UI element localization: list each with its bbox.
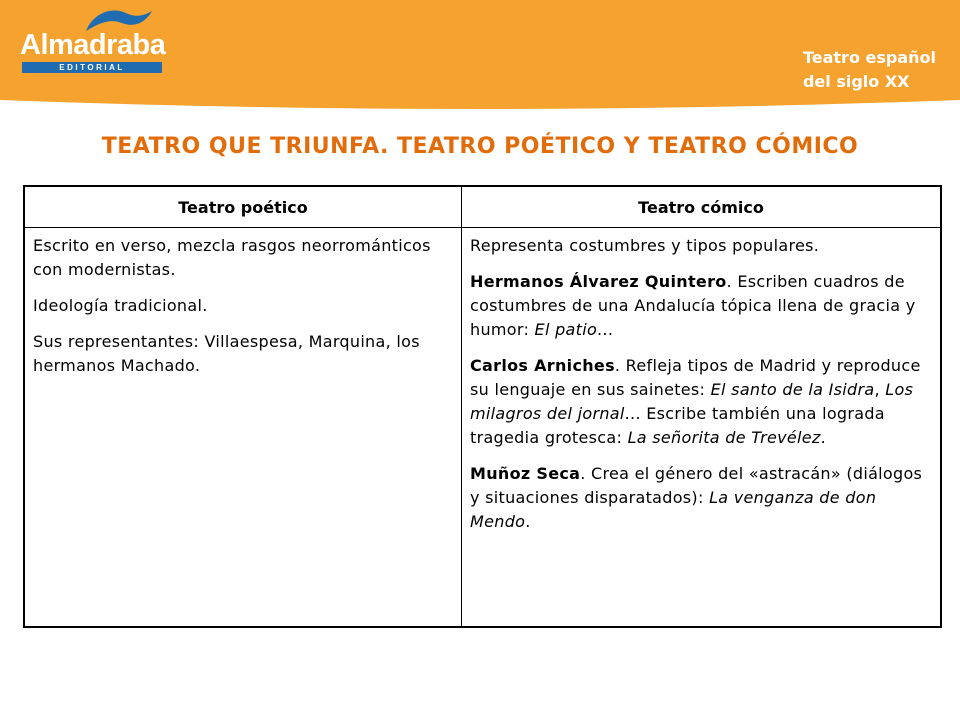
- comico-intro: Representa costumbres y tipos populares.: [470, 236, 820, 255]
- topic-label: [803, 46, 936, 94]
- seca-paragraph: [470, 462, 932, 534]
- poetico-paragraph: Sus representantes: Villaespesa, Marquina, los hermanos Machado.: [33, 332, 420, 375]
- paragraph-text: .: [525, 512, 531, 531]
- author-name: Hermanos Álvarez Quintero: [470, 272, 727, 291]
- author-name: Carlos Arniches: [470, 356, 615, 375]
- cell-teatro-poetico: [24, 228, 462, 628]
- poetico-paragraph: Escrito en verso, mezcla rasgos neorrománticos con modernistas.: [33, 236, 431, 279]
- almadraba-logo: [14, 5, 174, 75]
- paragraph-text: ... Escribe también una lograda tragedia grotesca:: [470, 404, 885, 447]
- logo-subtitle: EDITORIAL: [22, 62, 162, 73]
- author-name: Muñoz Seca: [470, 464, 581, 483]
- paragraph-text: ,: [874, 380, 886, 399]
- quintero-paragraph: [470, 270, 932, 342]
- comparison-table: [23, 185, 942, 628]
- paragraph-text: . Crea el género del «astracán» (diálogos y situaciones disparatados):: [470, 464, 923, 507]
- poetico-paragraph: Ideología tradicional.: [33, 296, 208, 315]
- cell-teatro-comico: [462, 228, 942, 628]
- work-title: El patio: [534, 320, 598, 339]
- topic-line-1: Teatro español: [802, 48, 936, 67]
- work-title: Los milagros del jornal: [470, 380, 914, 423]
- header-teatro-poetico: Teatro poético: [24, 186, 462, 228]
- work-title: El santo de la Isidra: [710, 380, 875, 399]
- header-teatro-comico: Teatro cómico: [462, 186, 942, 228]
- topic-line-2: del siglo XX: [802, 72, 910, 91]
- logo-wordmark: Almadraba: [20, 29, 166, 61]
- table-header-row: [24, 186, 941, 228]
- arniches-paragraph: [470, 354, 932, 450]
- table-row: [24, 228, 941, 628]
- paragraph-text: ...: [597, 320, 614, 339]
- page-title: TEATRO QUE TRIUNFA. TEATRO POÉTICO Y TEATRO CÓMICO: [101, 134, 859, 159]
- paragraph-text: . Escriben cuadros de costumbres de una Andalucía tópica llena de gracia y humor:: [470, 272, 916, 339]
- work-title: La venganza de don Mendo: [470, 488, 877, 531]
- work-title: La señorita de Trevélez: [627, 428, 821, 447]
- paragraph-text: .: [820, 428, 826, 447]
- paragraph-text: . Refleja tipos de Madrid y reproduce su lenguaje en sus sainetes:: [470, 356, 921, 399]
